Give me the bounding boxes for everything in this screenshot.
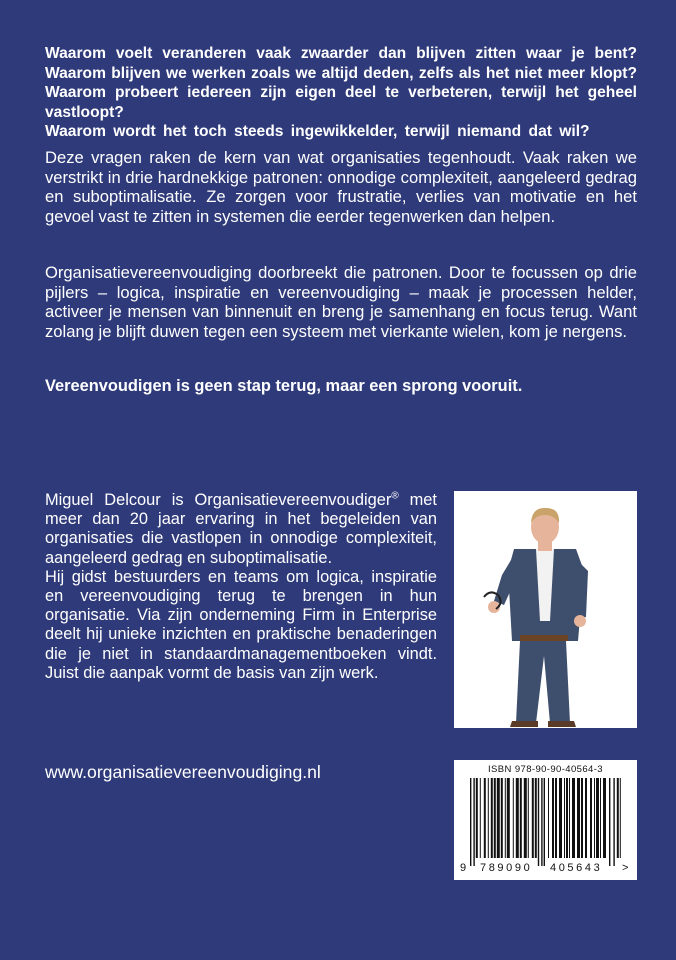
question-block xyxy=(45,44,637,142)
barcode-bar xyxy=(544,778,545,866)
question-3: Waarom probeert iedereen zijn eigen deel te verbeteren, terwijl het geheel vastloopt? xyxy=(45,84,637,121)
question-4: Waarom wordt het toch steeds ingewikkelder, terwijl niemand dat wil? xyxy=(45,123,590,141)
barcode-bar xyxy=(491,778,493,858)
barcode-bar xyxy=(590,778,592,858)
barcode-digits-right: 405643 xyxy=(550,862,603,874)
barcode-bar xyxy=(552,778,554,858)
barcode-bar xyxy=(520,778,522,858)
barcode-bar xyxy=(476,778,478,858)
barcode-bar xyxy=(613,778,614,866)
barcode-bar xyxy=(585,778,587,858)
barcode-arrow: > xyxy=(622,862,629,874)
barcode-digit-first: 9 xyxy=(460,862,467,874)
question-2: Waarom blijven we werken zoals we altijd deden, zelfs als het niet meer klopt? xyxy=(45,64,637,82)
barcode-bar xyxy=(559,778,562,858)
barcode-bar xyxy=(603,778,606,858)
barcode-bar xyxy=(470,778,471,866)
barcode-bar xyxy=(569,778,570,858)
website-link[interactable]: www.organisatievereenvoudiging.nl xyxy=(45,762,321,782)
barcode-bar xyxy=(600,778,601,858)
barcode-panel xyxy=(454,760,637,880)
barcode-bar xyxy=(497,778,500,858)
barcode-bar xyxy=(488,778,489,858)
barcode-bar xyxy=(548,778,549,858)
barcode-bar xyxy=(528,778,529,858)
barcode-bar xyxy=(564,778,565,858)
barcode-bar xyxy=(494,778,496,858)
barcode-bar xyxy=(596,778,599,858)
barcode-bar xyxy=(516,778,519,858)
author-bio xyxy=(45,491,437,683)
barcode-bar xyxy=(566,778,568,858)
barcode-bar xyxy=(581,778,583,858)
barcode-bar xyxy=(484,778,486,858)
barcode-digits-left: 789090 xyxy=(480,862,533,874)
intro-paragraph: Deze vragen raken de kern van wat organisaties tegenhoudt. Vaak raken we verstrikt in drie hardnekkige patronen: onnodige complexiteit, aangeleerd gedrag en suboptimalisatie. Ze zorgen voor frustratie, verlies van motivatie en het gevoel vast te zitten in systemen die eerder tegenwerken dan helpen. xyxy=(45,148,637,226)
author-photo xyxy=(454,491,637,728)
barcode-bar xyxy=(473,778,474,866)
barcode-bar xyxy=(538,778,539,866)
bio-second: Hij gidst bestuurders en teams om logica, inspiratie en vereenvoudiging terug te brengen in hun organisatie. Via zijn onderneming Firm in Enterprise deelt hij unieke inzichten en praktische benaderingen die je niet in standaardmanagementboeken vindt. Juist die aanpak vormt de basis van zijn werk. xyxy=(45,567,437,682)
barcode-bar xyxy=(555,778,557,858)
bio-intro: Miguel Delcour is Organisatievereenvoudiger xyxy=(45,491,392,509)
barcode-bar xyxy=(620,778,621,858)
barcode-bar xyxy=(532,778,534,858)
barcode-bar xyxy=(617,778,619,858)
bio-rest: met meer dan 20 jaar ervaring in het begeleiden van organisaties die vastlopen in onnodige complexiteit, aangeleerd gedrag en suboptimalisatie. xyxy=(45,491,437,567)
barcode-bar xyxy=(501,778,503,858)
barcode-bar xyxy=(541,778,542,866)
barcode-bar xyxy=(507,778,510,858)
barcode-bar xyxy=(480,778,481,858)
barcode-bars xyxy=(470,778,622,866)
barcode-bar xyxy=(524,778,527,858)
barcode-bar xyxy=(513,778,514,858)
barcode-bar xyxy=(572,778,575,858)
barcode-bar xyxy=(594,778,595,858)
barcode-bar xyxy=(609,778,610,866)
author-portrait-illustration xyxy=(454,491,637,728)
solution-paragraph: Organisatievereenvoudiging doorbreekt die patronen. Door te focussen op drie pijlers – logica, inspiratie en vereenvoudiging – maak je processen helder, activeer je mensen van binnenuit en breng je samenhang en focus terug. Want zolang je blijft duwen tegen een systeem met vierkante wielen, kom je nergens. xyxy=(45,263,637,341)
registered-mark: ® xyxy=(391,490,399,502)
barcode-bar xyxy=(505,778,506,858)
barcode-bar xyxy=(535,778,537,858)
tagline: Vereenvoudigen is geen stap terug, maar een sprong vooruit. xyxy=(45,377,523,395)
barcode-bar xyxy=(577,778,580,858)
isbn-label: ISBN 978-90-90-40564-3 xyxy=(488,764,603,775)
question-1: Waarom voelt veranderen vaak zwaarder dan blijven zitten waar je bent? xyxy=(45,45,637,62)
barcode-digits xyxy=(454,862,637,876)
